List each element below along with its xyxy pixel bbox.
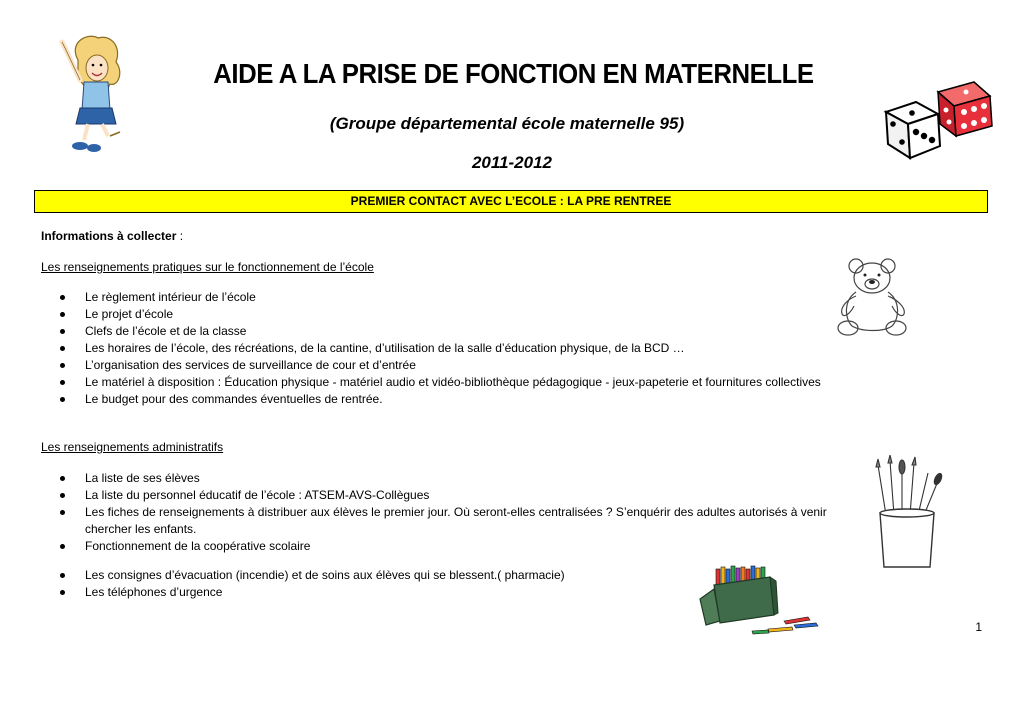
list-item: Les téléphones d’urgence <box>60 584 850 601</box>
page-subtitle: (Groupe départemental école maternelle 95) <box>329 114 685 133</box>
intro-label: Informations à collecter <box>41 229 177 243</box>
list-item: Les consignes d’évacuation (incendie) et de soins aux élèves qui se blessent.( pharmacie) <box>60 567 850 584</box>
admin-list <box>60 470 850 555</box>
list-item: Le matériel à disposition : Éducation physique - matériel audio et vidéo-bibliothèque pédagogique - jeux-papeterie et fournitures collectives <box>60 374 860 391</box>
list-item: Le projet d’école <box>60 306 860 323</box>
list-item: Clefs de l’école et de la classe <box>60 323 860 340</box>
list-item: La liste du personnel éducatif de l’école : ATSEM-AVS-Collègues <box>60 487 850 504</box>
list-item: Le budget pour des commandes éventuelles de rentrée. <box>60 391 860 408</box>
list-item: Les horaires de l’école, des récréations, de la cantine, d’utilisation de la salle d’éducation physique, de la BCD … <box>60 340 860 357</box>
intro-suffix: : <box>176 229 184 243</box>
section-heading-practical: Les renseignements pratiques sur le fonctionnement de l’école <box>41 260 374 274</box>
page-number: 1 <box>975 620 982 634</box>
pencil-cup-icon <box>872 455 944 571</box>
teddy-bear-icon <box>834 256 912 338</box>
cartoon-girl-icon <box>58 32 128 157</box>
intro-line <box>41 229 183 243</box>
list-item: Fonctionnement de la coopérative scolaire <box>60 538 850 555</box>
dice-icon <box>882 74 997 164</box>
list-item: La liste de ses élèves <box>60 470 850 487</box>
section-heading-admin: Les renseignements administratifs <box>41 440 224 454</box>
school-year: 2011-2012 <box>471 153 553 172</box>
practical-list <box>60 289 860 408</box>
section-banner: PREMIER CONTACT AVEC L’ECOLE : LA PRE RENTREE <box>34 190 988 213</box>
list-item: Le règlement intérieur de l’école <box>60 289 860 306</box>
list-item: L’organisation des services de surveillance de cour et d’entrée <box>60 357 860 374</box>
list-item: Les fiches de renseignements à distribuer aux élèves le premier jour. Où seront-elles centralisées ? S’enquérir des adultes autorisés à venir chercher les enfants. <box>60 504 850 538</box>
crayon-box-icon <box>698 563 826 639</box>
page-title: AIDE A LA PRISE DE FONCTION EN MATERNELLE <box>213 58 814 89</box>
